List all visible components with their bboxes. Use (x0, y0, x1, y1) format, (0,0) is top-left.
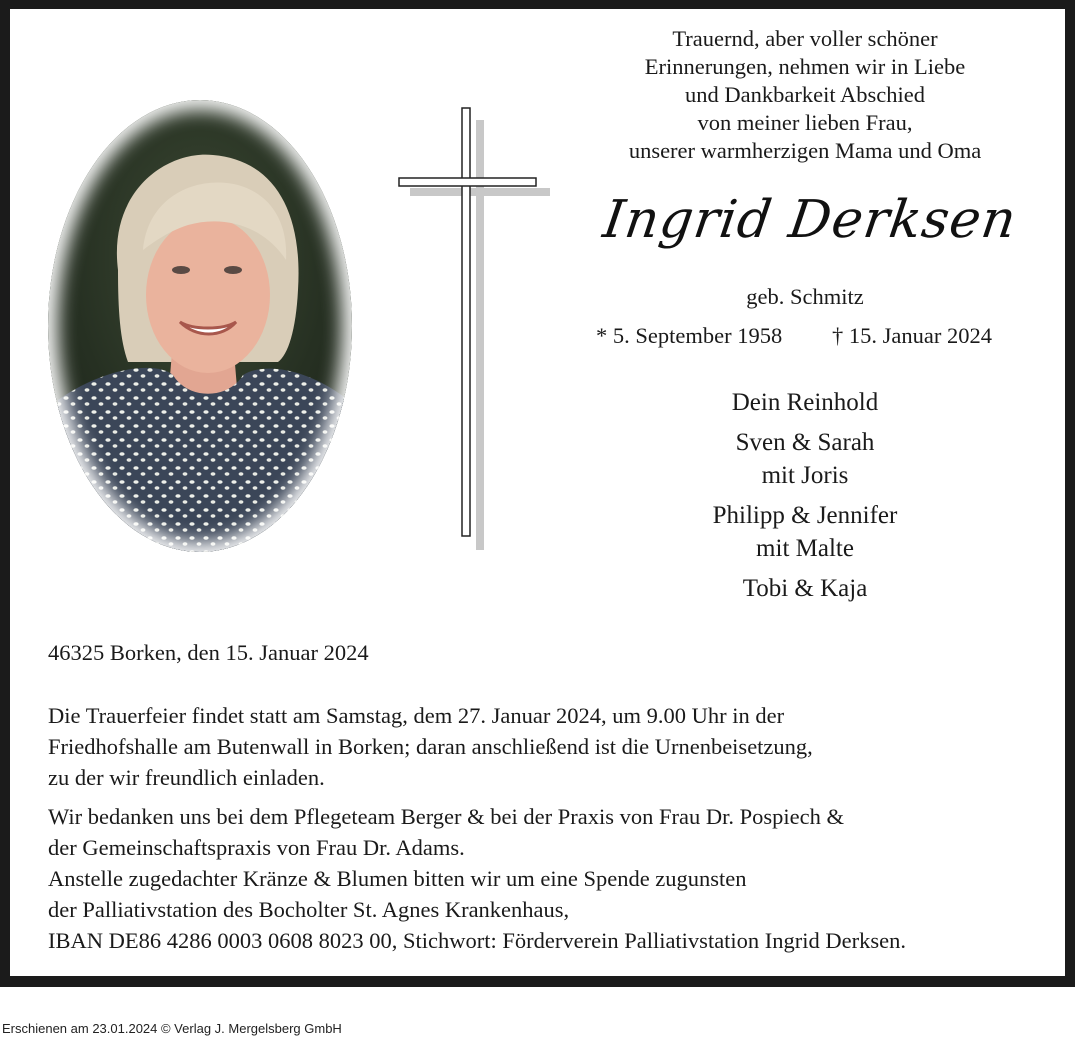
mourner-group (560, 499, 1050, 565)
mourner-line: mit Malte (756, 535, 854, 562)
birth-date: * 5. September 1958 (596, 323, 783, 348)
mourner-group (560, 572, 1050, 605)
text-line: Wir bedanken uns bei dem Pflegeteam Berger & bei der Praxis von Frau Dr. Pospiech & (48, 804, 844, 829)
cross-icon (388, 98, 558, 558)
photo-vignette (48, 100, 352, 552)
thanks-and-donation (48, 801, 906, 956)
mourner-group (560, 386, 1050, 419)
portrait-photo (48, 100, 352, 552)
text-line: zu der wir freundlich einladen. (48, 765, 325, 790)
text-line: der Palliativstation des Bocholter St. Agnes Krankenhaus, (48, 897, 570, 922)
publication-footer: Erschienen am 23.01.2024 © Verlag J. Mergelsberg GmbH (2, 1021, 342, 1036)
birth-name: geb. Schmitz (746, 284, 864, 309)
funeral-info (48, 700, 813, 793)
mourner-line: Tobi & Kaja (742, 575, 868, 602)
mourner-line: Dein Reinhold (731, 389, 879, 416)
poem (560, 25, 1050, 165)
deceased-name: Ingrid Derksen (599, 190, 1021, 250)
text-line: der Gemeinschaftspraxis von Frau Dr. Adams. (48, 835, 465, 860)
text-line: Anstelle zugedachter Kränze & Blumen bitten wir um eine Spende zugunsten (48, 866, 747, 891)
mourner-line: mit Joris (761, 462, 849, 489)
mourners-list (560, 386, 1050, 612)
mourner-line: Sven & Sarah (735, 429, 875, 456)
poem-line: unserer warmherzigen Mama und Oma (628, 138, 982, 163)
mourner-line: Philipp & Jennifer (712, 502, 898, 529)
poem-line: von meiner lieben Frau, (697, 110, 913, 135)
text-line: IBAN DE86 4286 0003 0608 8023 00, Stichwort: Förderverein Palliativstation Ingrid Derksen. (48, 928, 907, 953)
place-and-date: 46325 Borken, den 15. Januar 2024 (48, 640, 369, 665)
text-line: Die Trauerfeier findet statt am Samstag, dem 27. Januar 2024, um 9.00 Uhr in der (48, 703, 785, 728)
death-date: † 15. Januar 2024 (832, 323, 992, 348)
poem-line: und Dankbarkeit Abschied (685, 82, 925, 107)
text-line: Friedhofshalle am Butenwall in Borken; daran anschließend ist die Urnenbeisetzung, (48, 734, 813, 759)
mourner-group (560, 426, 1050, 492)
poem-line: Trauernd, aber voller schöner (672, 26, 938, 51)
poem-line: Erinnerungen, nehmen wir in Liebe (644, 54, 966, 79)
